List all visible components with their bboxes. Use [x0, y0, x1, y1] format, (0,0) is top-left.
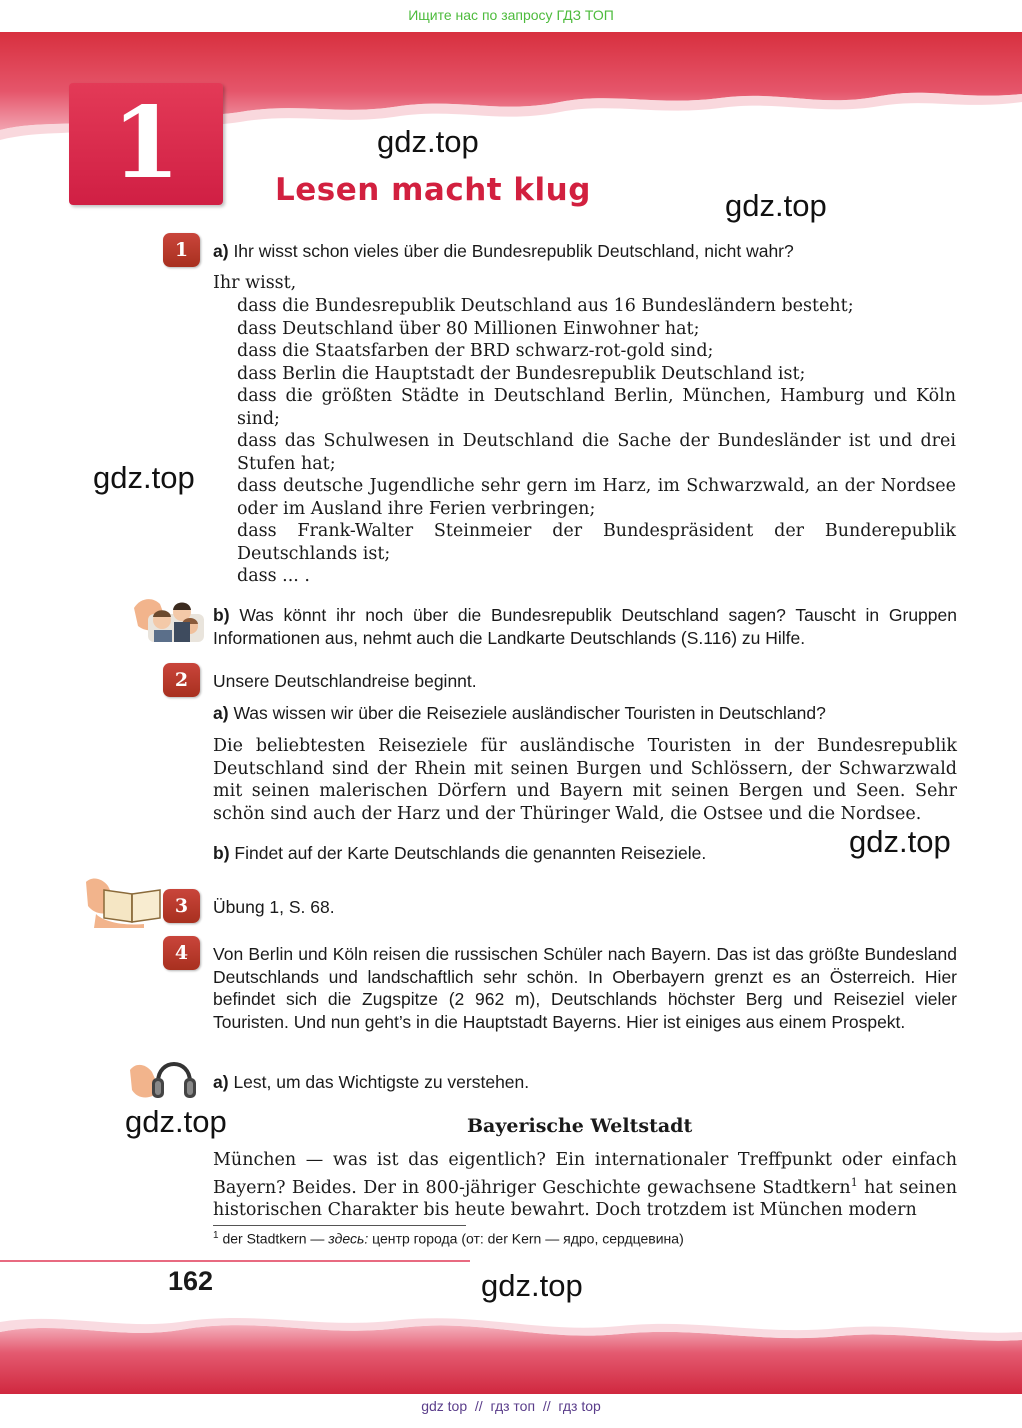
ex1-a-task — [213, 240, 794, 263]
footnote-mark: 1 — [850, 1175, 858, 1189]
watermark: gdz.top — [93, 460, 195, 495]
page-number-divider — [0, 1260, 470, 1262]
ex1-a-text: Ihr wisst schon vieles über die Bundesrepublik Deutschland, nicht wahr? — [233, 241, 794, 261]
bottom-links-text: gdz top // гдз топ // гдз top — [421, 1398, 601, 1414]
watermark: gdz.top — [725, 188, 827, 223]
watermark: gdz.top — [481, 1268, 583, 1303]
reading-text — [213, 1149, 957, 1221]
footnote-text: центр города (от: der Kern — ядро, сердцевина) — [372, 1230, 684, 1247]
ex1-b-text: Was könnt ihr noch über die Bundesrepublik Deutschland sagen? Tauscht in Gruppen Informationen aus, nehmt auch die Landkarte Deutschlands (S.116) zu Hilfe. — [213, 605, 957, 648]
reading-text-before: München — was ist das eigentlich? Ein internationaler Treffpunkt oder einfach Bayern? Beides. Der in 800-jähriger Geschichte gewachsene Stadtkern — [213, 1150, 957, 1198]
ex1-list — [237, 295, 956, 588]
ex2-a-text: Was wissen wir über die Reiseziele ausländischer Touristen in Deutschland? — [233, 703, 826, 723]
footnote-number: 1 — [213, 1230, 219, 1241]
watermark: gdz.top — [125, 1104, 227, 1139]
footnote-italic: здесь: — [328, 1230, 369, 1247]
chapter-number: 1 — [111, 86, 181, 201]
watermark: gdz.top — [849, 824, 951, 859]
top-banner — [0, 0, 1022, 30]
list-item: dass die größten Städte in Deutschland Berlin, München, Hamburg und Köln sind; — [237, 386, 956, 429]
bottom-links — [0, 1398, 1022, 1414]
ex4-a-label: a) — [213, 1072, 229, 1092]
ex1-a-label: a) — [213, 241, 229, 261]
hand-book-icon — [84, 876, 164, 928]
list-item: dass Berlin die Hauptstadt der Bundesrepublik Deutschland ist; — [237, 363, 806, 384]
hand-children-icon — [130, 590, 210, 646]
exercise-badge-3: 3 — [163, 889, 200, 923]
list-item: dass ... . — [237, 566, 310, 586]
chapter-title: Lesen macht klug — [275, 172, 591, 208]
hand-headphones-icon — [128, 1052, 198, 1104]
ex2-body: Die beliebtesten Reiseziele für ausländische Touristen in der Bundesrepublik Deutschland sind der Rhein mit seinen Burgen und Schlössern, der Schwarzwald mit seinen malerischen Dörfern und Bayern mit seinen Bergen und Seen. Sehr schön sind auch der Harz und der Thüringer Wald, die Ostsee und die Nordsee. — [213, 736, 957, 824]
list-item: dass das Schulwesen in Deutschland die Sache der Bundesländer ist und drei Stufen hat; — [237, 431, 956, 474]
reading-title: Bayerische Weltstadt — [467, 1115, 693, 1137]
ex2-a-label: a) — [213, 703, 229, 723]
ex4-text: Von Berlin und Köln reisen die russischen Schüler nach Bayern. Das ist das größte Bundesland Deutschlands und landschaftlich sehr schön. In Oberbayern grenzt es an Österreich. Hier befindet sich die Zugspitze (2 962 m), Deutschlands höchster Berg und Reiseziel vieler Touristen. Und nun geht’s in die Hauptstadt Bayerns. Hier ist einiges aus einem Prospekt. — [213, 944, 957, 1032]
ex4-a-text: Lest, um das Wichtigste zu verstehen. — [233, 1072, 530, 1092]
list-item: dass Frank-Walter Steinmeier der Bundespräsident der Bunderepublik Deutschlands ist; — [237, 521, 956, 564]
ex1-b-label: b) — [213, 605, 230, 625]
top-banner-text: Ищите нас по запросу ГДЗ ТОП — [408, 7, 614, 23]
exercise-badge-2: 2 — [163, 663, 200, 697]
list-item: dass die Staatsfarben der BRD schwarz-rot-gold sind; — [237, 341, 714, 361]
reading-text-after: hat seinen historischen Charakter bis heute bewahrt. Doch trotzdem ist München modern — [213, 1177, 957, 1220]
ex1-intro: Ihr wisst, — [213, 273, 297, 293]
list-item: dass deutsche Jugendliche sehr gern im Harz, im Schwarzwald, an der Nordsee oder im Ausland ihre Ferien verbringen; — [237, 476, 956, 519]
exercise-badge-4: 4 — [163, 936, 200, 970]
exercise-badge-1: 1 — [163, 233, 200, 267]
chapter-number-box — [69, 83, 223, 205]
ex4-a-task — [213, 1071, 529, 1094]
ex1-b-task — [213, 604, 957, 649]
list-item: dass Deutschland über 80 Millionen Einwohner hat; — [237, 318, 700, 339]
ex3-text: Übung 1, S. 68. — [213, 897, 335, 917]
watermark: gdz.top — [377, 124, 479, 159]
ex2-a-task — [213, 702, 826, 725]
ex2-b-label: b) — [213, 843, 230, 863]
ex2-b-text: Findet auf der Karte Deutschlands die genannten Reiseziele. — [234, 843, 707, 863]
ex2-b-task — [213, 842, 706, 865]
footnote-term: der Stadtkern — — [222, 1230, 325, 1247]
footnote — [213, 1230, 684, 1247]
footer-band — [0, 1300, 1022, 1400]
list-item: dass die Bundesrepublik Deutschland aus 16 Bundesländern besteht; — [237, 296, 854, 316]
page-number: 162 — [168, 1266, 214, 1296]
footnote-divider — [213, 1225, 466, 1226]
ex2-intro: Unsere Deutschlandreise beginnt. — [213, 671, 477, 691]
